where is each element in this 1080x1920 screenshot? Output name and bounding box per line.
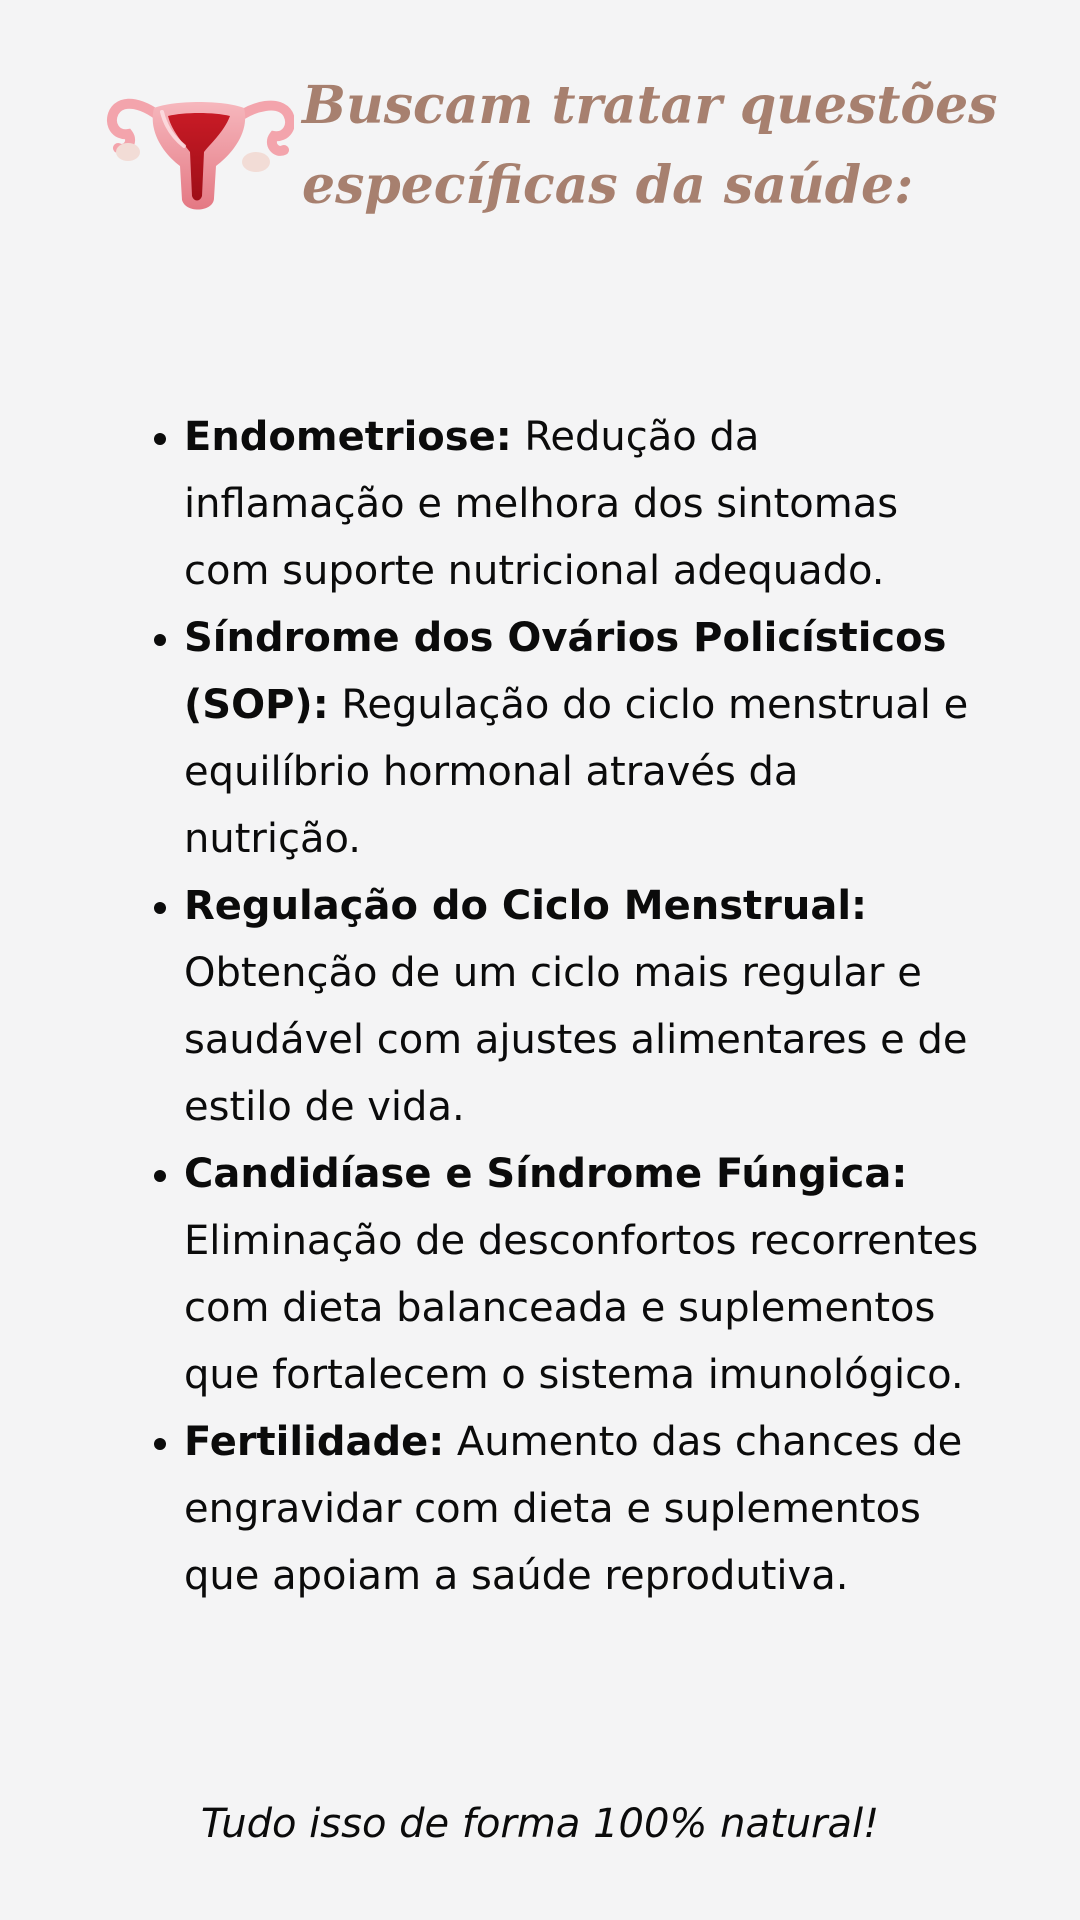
list-item (184, 605, 984, 873)
list-item (184, 1141, 984, 1409)
footer-note: Tudo isso de forma 100% natural! (200, 1801, 880, 1847)
item-term: Endometriose: (184, 414, 512, 460)
uterus-icon (104, 78, 294, 218)
list-item (184, 1409, 984, 1610)
bullet (154, 1170, 166, 1182)
bullet (154, 1438, 166, 1450)
title-line-1: Buscam tratar questões (302, 75, 998, 136)
bullet (154, 634, 166, 646)
header (104, 60, 1004, 240)
health-topics-list (184, 404, 984, 1610)
item-term: Regulação do Ciclo Menstrual: (184, 883, 868, 929)
item-text: Regulação do ciclo menstrual e equilíbrio hormonal através da nutrição. (184, 682, 969, 862)
item-text: Eliminação de desconfortos recorrentes com dieta balanceada e suplementos que fortalecem o sistema imunológico. (184, 1218, 979, 1398)
list-item (184, 404, 984, 605)
bullet (154, 902, 166, 914)
list-item (184, 873, 984, 1141)
item-text: Obtenção de um ciclo mais regular e saudável com ajustes alimentares e de estilo de vida. (184, 950, 968, 1130)
title-line-2: específicas da saúde: (302, 155, 914, 216)
item-term: Fertilidade: (184, 1419, 445, 1465)
item-term: Candidíase e Síndrome Fúngica: (184, 1151, 908, 1197)
item-text: Redução da inflamação e melhora dos sintomas com suporte nutricional adequado. (184, 414, 899, 594)
page-title (302, 66, 1062, 226)
item-text: Aumento das chances de engravidar com dieta e suplementos que apoiam a saúde reprodutiva. (184, 1419, 963, 1599)
bullet (154, 433, 166, 445)
item-term: Síndrome dos Ovários Policísticos (SOP): (184, 615, 947, 728)
